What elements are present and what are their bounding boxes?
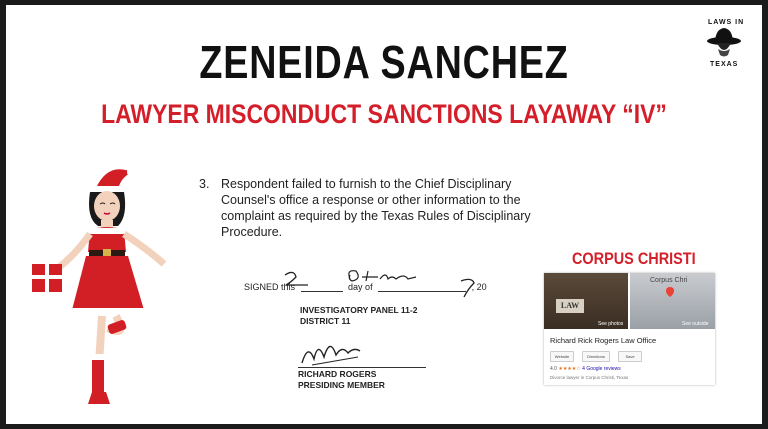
- paragraph-text: Respondent failed to furnish to the Chief Disciplinary Counsel's office a response or other information to the complaint as required by the Texas Rules of Disciplinary Procedure.: [221, 177, 531, 239]
- directions-button[interactable]: Directions: [582, 351, 610, 362]
- handwritten-day: [282, 267, 316, 289]
- save-button[interactable]: Save: [618, 351, 642, 362]
- rating-value: 4.0: [550, 366, 557, 372]
- handwritten-year: [458, 275, 480, 301]
- see-outside-label[interactable]: See outside: [682, 321, 709, 327]
- street-view-photo[interactable]: [630, 273, 715, 329]
- laws-in-texas-logo: [698, 19, 750, 71]
- website-button[interactable]: Website: [550, 351, 574, 362]
- reviews-link[interactable]: 4 Google reviews: [582, 366, 621, 372]
- panel-line-2: DISTRICT 11: [300, 316, 351, 326]
- logo-text-bottom: TEXAS: [710, 61, 739, 68]
- signed-year-label: , 20: [471, 282, 487, 292]
- presider-title: PRESIDING MEMBER: [298, 380, 385, 390]
- star-rating-icon: ★★★★☆: [558, 366, 581, 372]
- office-photo[interactable]: [544, 273, 628, 329]
- logo-text-top: LAWS IN: [708, 19, 745, 26]
- map-pin-icon: [666, 287, 674, 297]
- panel-info: [300, 305, 417, 327]
- business-name[interactable]: Richard Rick Rogers Law Office: [550, 336, 657, 345]
- signed-prefix: SIGNED this: [244, 282, 296, 292]
- building-sign-text: Corpus Chri: [650, 277, 688, 284]
- santa-girl-illustration: [28, 160, 188, 410]
- business-listing-card[interactable]: [544, 273, 715, 385]
- presider-signature: [298, 335, 368, 369]
- business-description: Divorce lawyer in Corpus Christi, Texas: [550, 375, 629, 380]
- item-number: 3.: [199, 177, 210, 191]
- see-photos-label[interactable]: See photos: [598, 321, 624, 327]
- slide-frame: [6, 5, 762, 424]
- signature-line: [298, 367, 426, 368]
- rating-row: [550, 366, 621, 372]
- signed-day-label: day of: [348, 282, 373, 292]
- city-label: CORPUS CHRISTI: [572, 249, 696, 268]
- presider-name: RICHARD ROGERS: [298, 369, 377, 379]
- presider-block: [298, 369, 385, 391]
- panel-line-1: INVESTIGATORY PANEL 11-2: [300, 305, 418, 315]
- page-subtitle: LAWYER MISCONDUCT SANCTIONS LAYAWAY “IV”: [101, 99, 667, 129]
- law-sign: LAW: [556, 299, 584, 313]
- page-title: ZENEIDA SANCHEZ: [199, 36, 569, 88]
- handwritten-month-october: [344, 267, 424, 287]
